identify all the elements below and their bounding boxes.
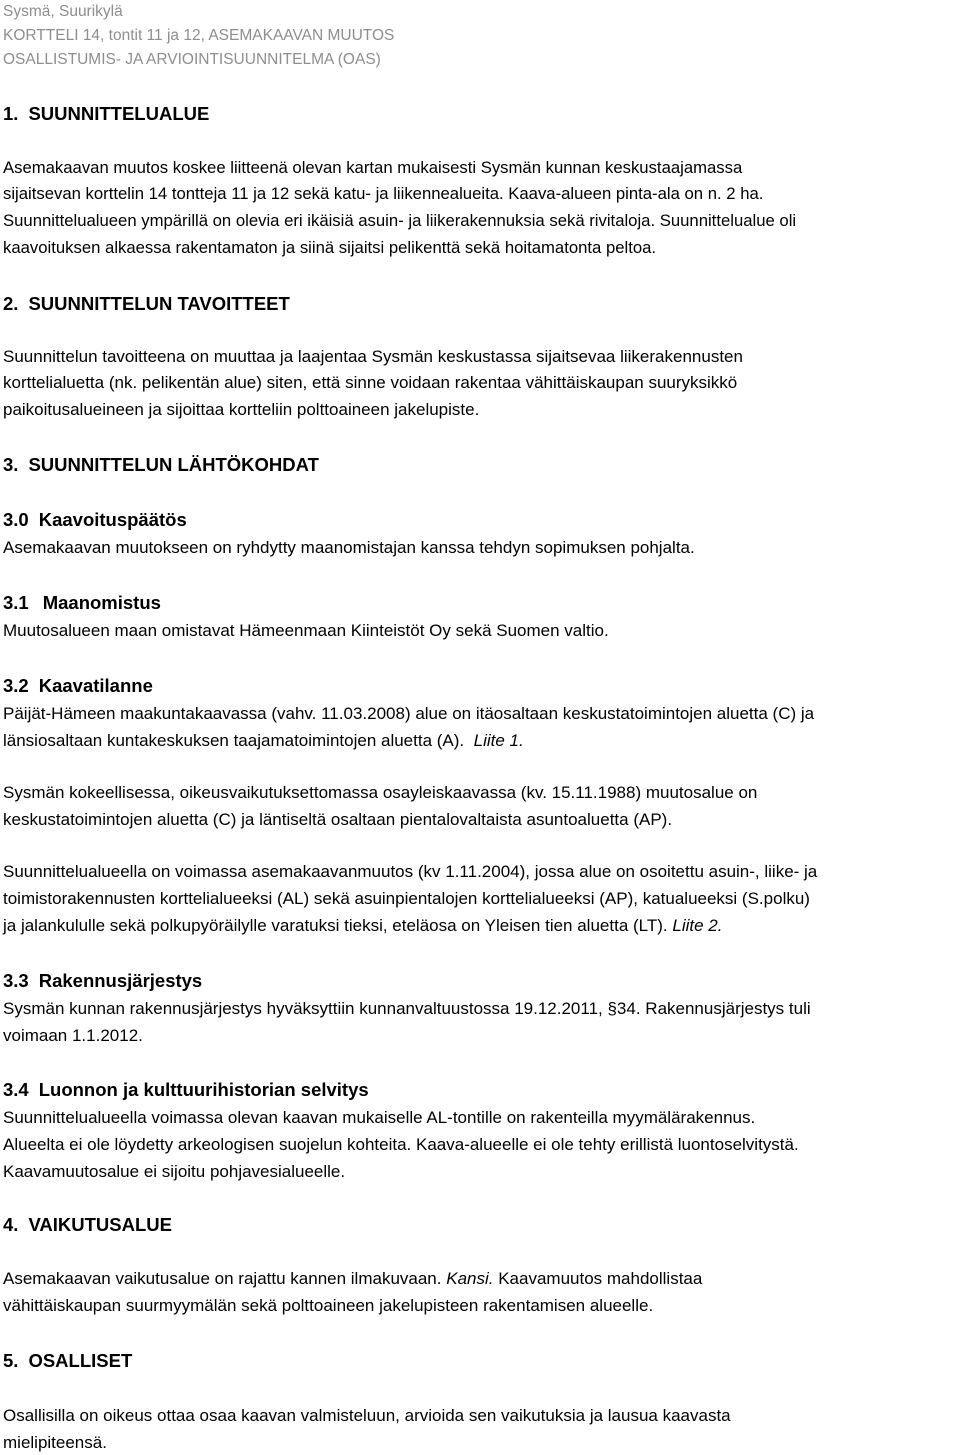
section-3-0-heading: 3.0 Kaavoituspäätös: [3, 509, 187, 530]
section-4-line-2: vähittäiskaupan suurmyymälän sekä polttoaineen jakelupisteen rakentamisen alueelle.: [3, 1296, 654, 1315]
section-5-line-1: Osallisilla on oikeus ottaa osaa kaavan valmisteluun, arvioida sen vaikutuksia ja lausua kaavasta: [3, 1406, 731, 1425]
section-3-2-p1-line-1: Päijät-Hämeen maakuntakaavassa (vahv. 11.03.2008) alue on itäosaltaan keskustatoimintojen aluetta (C) ja: [3, 704, 815, 723]
section-1-line-2: sijaitsevan korttelin 14 tontteja 11 ja 12 sekä katu- ja liikennealueita. Kaava-alueen pinta-ala on n. 2 ha.: [3, 184, 764, 203]
section-1-line-1: Asemakaavan muutos koskee liitteenä olevan kartan mukaisesti Sysmän kunnan keskustaajamassa: [3, 158, 743, 177]
section-3-0-text: Asemakaavan muutokseen on ryhdytty maanomistajan kanssa tehdyn sopimuksen pohjalta.: [3, 538, 695, 557]
section-3-3-line-1: Sysmän kunnan rakennusjärjestys hyväksyttiin kunnanvaltuustossa 19.12.2011, §34. Rakennusjärjestys tuli: [3, 999, 811, 1018]
header-block: KORTTELI 14, tontit 11 ja 12, ASEMAKAAVAN MUUTOS: [3, 27, 395, 44]
section-2-line-2: korttelialuetta (nk. pelikentän alue) siten, että sinne voidaan rakentaa vähittäiskaupan suuryksikkö: [3, 373, 738, 392]
section-3-4-line-2: Alueelta ei ole löydetty arkeologisen suojelun kohteita. Kaava-alueelle ei ole tehty erillistä luontoselvitystä.: [3, 1135, 799, 1154]
section-4-heading: 4. VAIKUTUSALUE: [3, 1214, 172, 1235]
section-1-line-4: kaavoituksen alkaessa rakentamaton ja siinä sijaitsi pelikenttä sekä hoitamatonta peltoa.: [3, 238, 657, 257]
section-2-line-3: paikoitusalueineen ja sijoittaa kortteliin polttoaineen jakelupiste.: [3, 400, 480, 419]
section-3-4-line-3: Kaavamuutosalue ei sijoitu pohjavesialueelle.: [3, 1162, 346, 1181]
appendix-reference: Liite 1.: [473, 731, 524, 750]
section-1-heading: 1. SUUNNITTELUALUE: [3, 103, 210, 124]
section-5-line-2: mielipiteensä.: [3, 1433, 107, 1452]
section-2-heading: 2. SUUNNITTELUN TAVOITTEET: [3, 293, 290, 314]
section-2-line-1: Suunnittelun tavoitteena on muuttaa ja laajentaa Sysmän keskustassa sijaitsevaa liikerakennusten: [3, 347, 743, 366]
section-5-heading: 5. OSALLISET: [3, 1350, 133, 1371]
section-3-2-p3-line-1: Suunnittelualueella on voimassa asemakaavanmuutos (kv 1.11.2004), jossa alue on osoitettu asuin-, liike- ja: [3, 862, 818, 881]
header-doc-type: OSALLISTUMIS- JA ARVIOINTISUUNNITELMA (OAS): [3, 51, 381, 68]
section-3-2-p2-line-2: keskustatoimintojen aluetta (C) ja läntiseltä osaltaan pientalovaltaista asuntoaluetta (AP).: [3, 810, 673, 829]
section-3-1-text: Muutosalueen maan omistavat Hämeenmaan Kiinteistöt Oy sekä Suomen valtio.: [3, 621, 609, 640]
section-3-1-heading: 3.1 Maanomistus: [3, 592, 161, 613]
section-3-4-heading: 3.4 Luonnon ja kulttuurihistorian selvitys: [3, 1079, 369, 1100]
appendix-reference: Liite 2.: [672, 916, 723, 935]
page-header: [3, 0, 394, 72]
section-3-3-line-2: voimaan 1.1.2012.: [3, 1026, 143, 1045]
cover-reference: Kansi.: [446, 1269, 494, 1288]
section-3-4-line-1: Suunnittelualueella voimassa olevan kaavan mukaiselle AL-tontille on rakenteilla myymälärakennus.: [3, 1108, 756, 1127]
section-1-line-3: Suunnittelualueen ympärillä on olevia eri ikäisiä asuin- ja liikerakennuksia sekä rivitaloja. Suunnittelualue oli: [3, 211, 797, 230]
section-3-heading: 3. SUUNNITTELUN LÄHTÖKOHDAT: [3, 454, 319, 475]
section-3-2-p3-line-2: toimistorakennusten korttelialueeksi (AL) sekä asuinpientalojen korttelialueeksi (AP), katualueeksi (S.polku): [3, 889, 810, 908]
section-4-line-1: Asemakaavan vaikutusalue on rajattu kannen ilmakuvaan. Kansi. Kaavamuutos mahdollistaa: [3, 1269, 703, 1288]
section-3-3-heading: 3.3 Rakennusjärjestys: [3, 970, 203, 991]
section-3-2-p2-line-1: Sysmän kokeellisessa, oikeusvaikutuksettomassa osayleiskaavassa (kv. 15.11.1988) muutosalue on: [3, 783, 758, 802]
section-3-2-p1-line-2: länsiosaltaan kuntakeskuksen taajamatoimintojen aluetta (A). Liite 1.: [3, 731, 524, 750]
section-3-2-heading: 3.2 Kaavatilanne: [3, 675, 153, 696]
section-3-2-p3-line-3: ja jalankululle sekä polkupyöräilylle varatuksi tieksi, eteläosa on Yleisen tien aluetta (LT). Liite 2.: [3, 916, 723, 935]
header-location: Sysmä, Suurikylä: [3, 3, 123, 20]
